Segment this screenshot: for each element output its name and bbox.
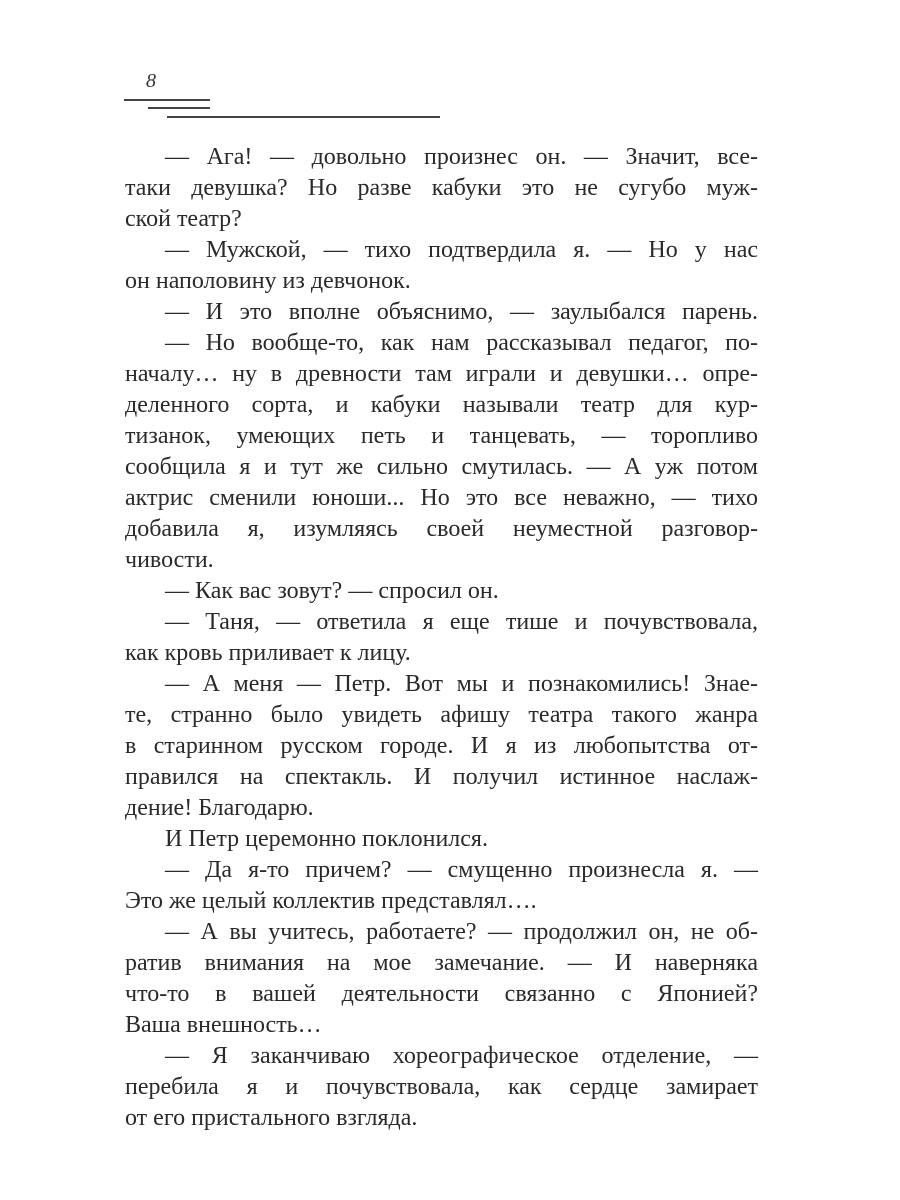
text-line: сообщила я и тут же сильно смутилась. — А уж потом (125, 454, 758, 480)
body-text (125, 142, 758, 1134)
text-line: добавила я, изумляясь своей неуместной разговор- (125, 516, 758, 542)
text-line: началу… ну в древности там играли и девушки… опре- (125, 361, 758, 387)
text-line: чивости. (125, 547, 214, 573)
text-line: таки девушка? Но разве кабуки это не сугубо муж- (125, 175, 758, 201)
text-line: — Как вас зовут? — спросил он. (165, 578, 499, 604)
text-line: — Таня, — ответила я еще тише и почувствовала, (165, 609, 758, 635)
text-line: Ваша внешность… (125, 1012, 322, 1038)
text-line: правился на спектакль. И получил истинное наслаж- (125, 764, 758, 790)
text-line: тизанок, умеющих петь и танцевать, — торопливо (125, 423, 758, 449)
text-line: — Но вообще-то, как нам рассказывал педагог, по- (165, 330, 758, 356)
header-rule (167, 116, 440, 118)
page-number: 8 (146, 70, 156, 92)
text-line: И Петр церемонно поклонился. (165, 826, 488, 852)
text-line: что-то в вашей деятельности связанно с Японией? (125, 981, 758, 1007)
header-rule (148, 107, 210, 109)
text-line: перебила я и почувствовала, как сердце замирает (125, 1074, 758, 1100)
text-line: — Я заканчиваю хореографическое отделение, — (165, 1043, 758, 1069)
text-line: — Да я-то причем? — смущенно произнесла я. — (165, 857, 758, 883)
header-rule (124, 99, 210, 101)
text-line: актрис сменили юноши... Но это все неважно, — тихо (125, 485, 758, 511)
text-line: дение! Благодарю. (125, 795, 314, 821)
text-line: в старинном русском городе. И я из любопытства от- (125, 733, 758, 759)
text-line: — И это вполне объяснимо, — заулыбался парень. (165, 299, 758, 325)
text-line: — Мужской, — тихо подтвердила я. — Но у нас (165, 237, 758, 263)
text-line: как кровь приливает к лицу. (125, 640, 411, 666)
text-line: ратив внимания на мое замечание. — И наверняка (125, 950, 758, 976)
text-line: Это же целый коллектив представлял…. (125, 888, 537, 914)
text-line: — Ага! — довольно произнес он. — Значит, все- (165, 144, 758, 170)
text-line: те, странно было увидеть афишу театра такого жанра (125, 702, 758, 728)
text-line: — А вы учитесь, работаете? — продолжил он, не об- (165, 919, 758, 945)
text-line: от его пристального взгляда. (125, 1105, 418, 1131)
text-line: — А меня — Петр. Вот мы и познакомились! Знае- (165, 671, 758, 697)
text-line: он наполовину из девчонок. (125, 268, 411, 294)
text-line: деленного сорта, и кабуки называли театр для кур- (125, 392, 758, 418)
text-line: ской театр? (125, 206, 242, 232)
